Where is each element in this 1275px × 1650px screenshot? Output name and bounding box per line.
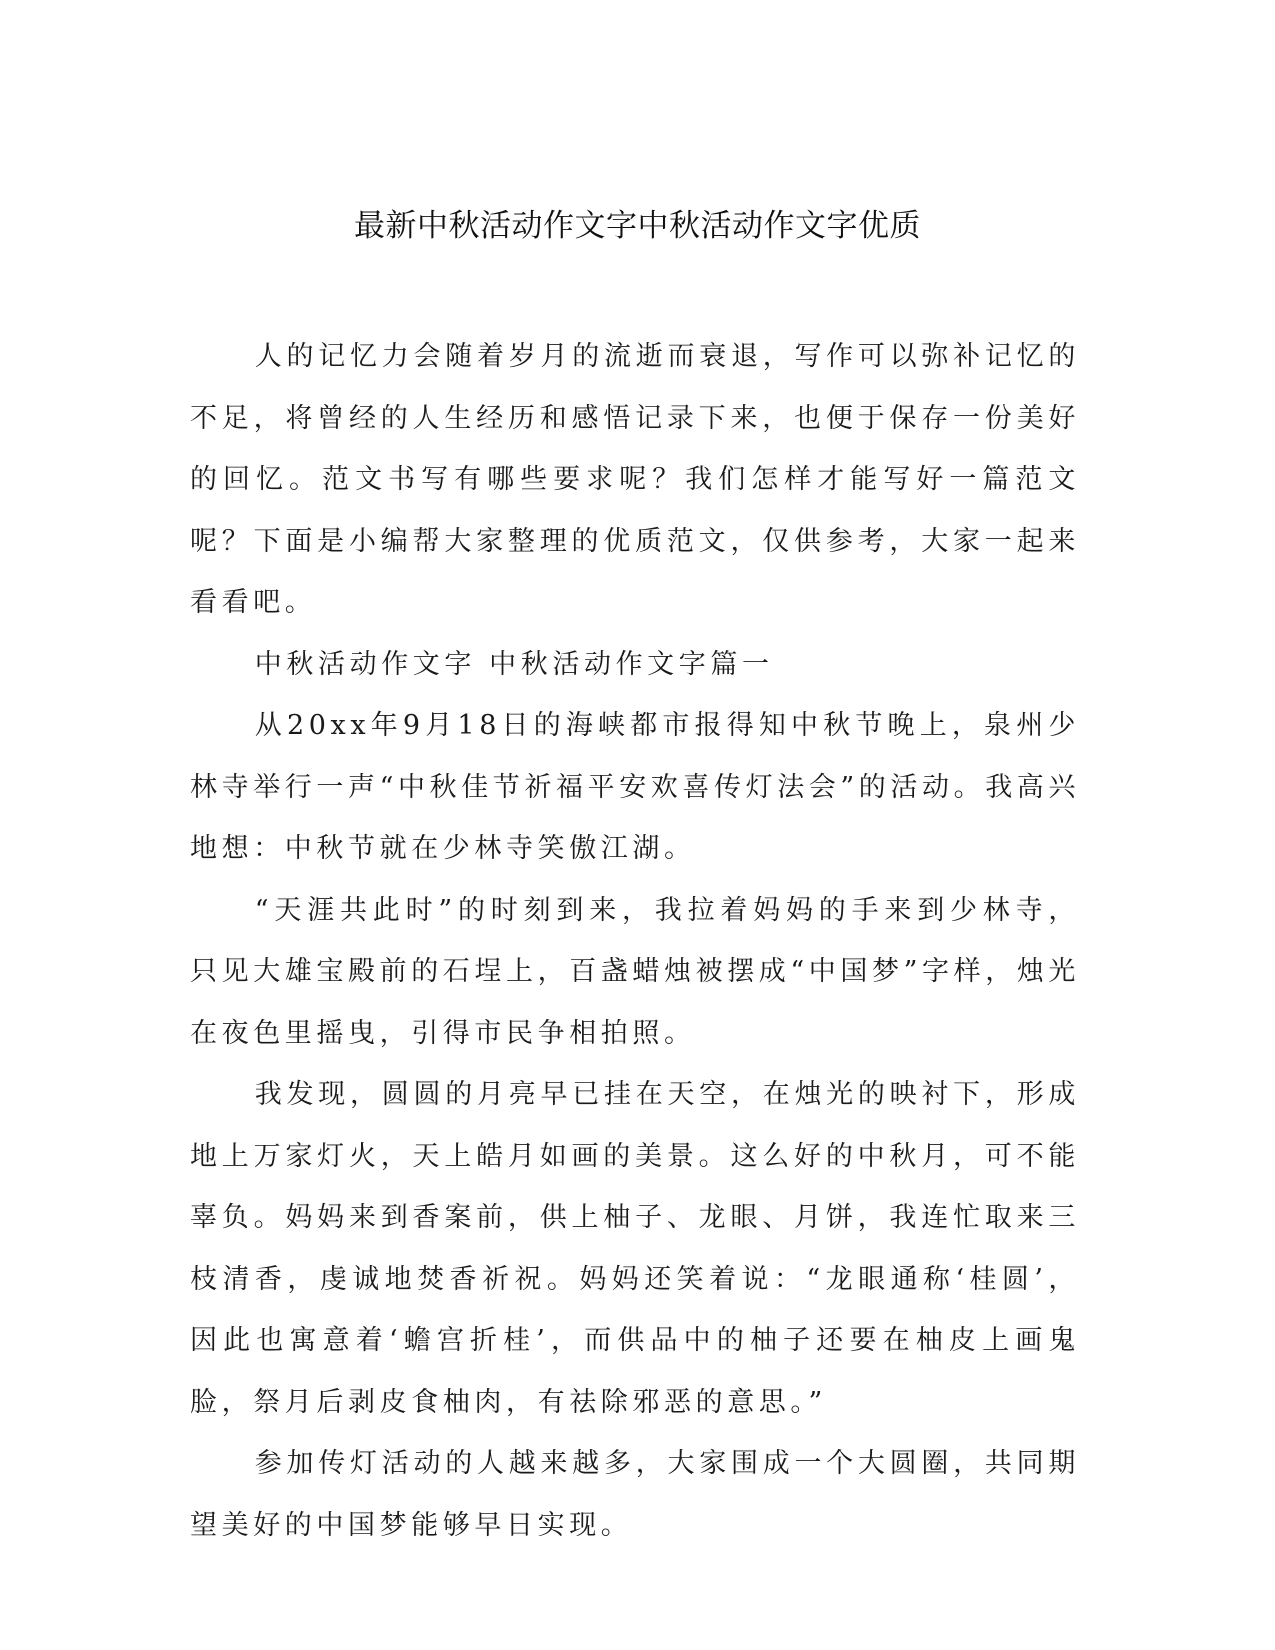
paragraph-3: 我发现，圆圆的月亮早已挂在天空，在烛光的映衬下，形成地上万家灯火，天上皓月如画的美景。这么好的中秋月，可不能辜负。妈妈来到香案前，供上柚子、龙眼、月饼，我连忙取来三枝清香，虔诚地焚香祈祝。妈妈还笑着说：“龙眼通称‘桂圆’，因此也寓意着‘蟾宫折桂’，而供品中的柚子还要在柚皮上画鬼脸，祭月后剥皮食柚肉，有祛除邪恶的意思。”: [190, 1079, 1080, 1418]
paragraph-intro: 人的记忆力会随着岁月的流逝而衰退，写作可以弥补记忆的不足，将曾经的人生经历和感悟记录下来，也便于保存一份美好的回忆。范文书写有哪些要求呢？我们怎样才能写好一篇范文呢？下面是小编帮大家整理的优质范文，仅供参考，大家一起来看看吧。: [190, 341, 1080, 618]
document-title: 最新中秋活动作文字中秋活动作文字优质: [354, 208, 921, 244]
paragraph-4: 参加传灯活动的人越来越多，大家围成一个大圆圈，共同期望美好的中国梦能够早日实现。: [190, 1448, 1080, 1541]
paragraph-1: 从20xx年9月18日的海峡都市报得知中秋节晚上，泉州少林寺举行一声“中秋佳节祈福平安欢喜传灯法会”的活动。我高兴地想：中秋节就在少林寺笑傲江湖。: [190, 710, 1081, 864]
section-heading: 中秋活动作文字 中秋活动作文字篇一: [254, 648, 774, 680]
paragraph-2: “天涯共此时”的时刻到来，我拉着妈妈的手来到少林寺，只见大雄宝殿前的石埕上，百盏蜡烛被摆成“中国梦”字样，烛光在夜色里摇曳，引得市民争相拍照。: [190, 894, 1081, 1049]
document-body: [190, 326, 1080, 1556]
